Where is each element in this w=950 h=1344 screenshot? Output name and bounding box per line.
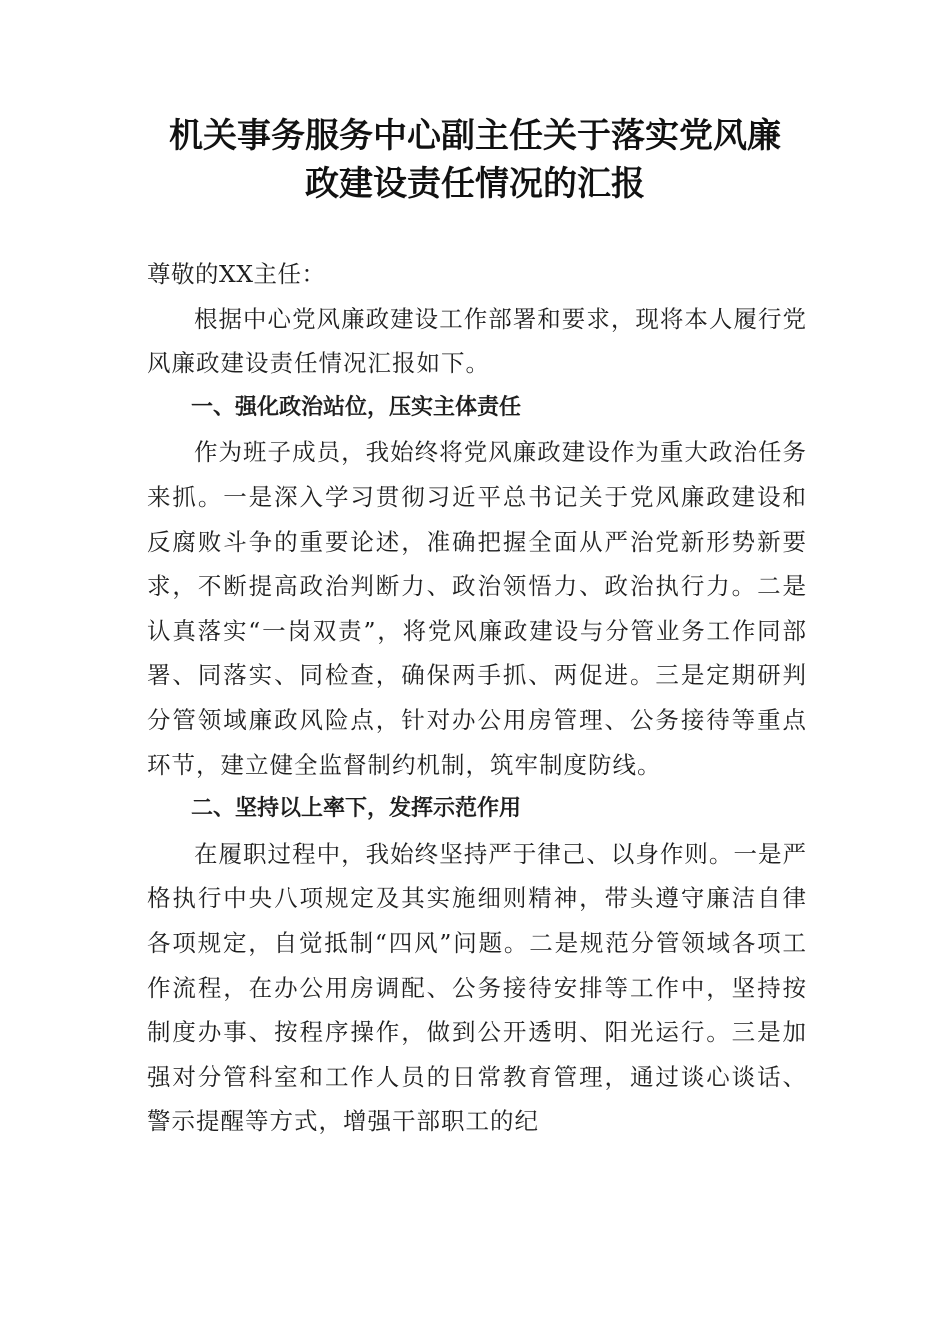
- document-body: [147, 252, 807, 1144]
- section-2-heading: 二、坚持以上率下，发挥示范作用: [191, 796, 522, 822]
- section-1-paragraph: 作为班子成员，我始终将党风廉政建设作为重大政治任务来抓。一是深入学习贯彻习近平总书记关于党风廉政建设和反腐败斗争的重要论述，准确把握全面从严治党新形势新要求，不断提高政治判断力、政治领悟力、政治执行力。二是认真落实“一岗双责”，将党风廉政建设与分管业务工作同部署、同落实、同检查，确保两手抓、两促进。三是定期研判分管领域廉政风险点，针对办公用房管理、公务接待等重点环节，建立健全监督制约机制，筑牢制度防线。: [147, 438, 807, 779]
- title-line-1: 机关事务服务中心副主任关于落实党风廉: [169, 116, 781, 156]
- document-title: [120, 112, 830, 208]
- title-line-2: 政建设责任情况的汇报: [305, 164, 645, 204]
- section-2-paragraph: 在履职过程中，我始终坚持严于律己、以身作则。一是严格执行中央八项规定及其实施细则精神，带头遵守廉洁自律各项规定，自觉抵制“四风”问题。二是规范分管领域各项工作流程，在办公用房调配、公务接待安排等工作中，坚持按制度办事、按程序操作，做到公开透明、阳光运行。三是加强对分管科室和工作人员的日常教育管理，通过谈心谈话、警示提醒等方式，增强干部职工的纪: [147, 839, 807, 1136]
- salutation: 尊敬的XX主任：: [147, 260, 326, 288]
- intro-paragraph: 根据中心党风廉政建设工作部署和要求，现将本人履行党风廉政建设责任情况汇报如下。: [147, 304, 807, 378]
- section-1-heading: 一、强化政治站位，压实主体责任: [191, 394, 522, 420]
